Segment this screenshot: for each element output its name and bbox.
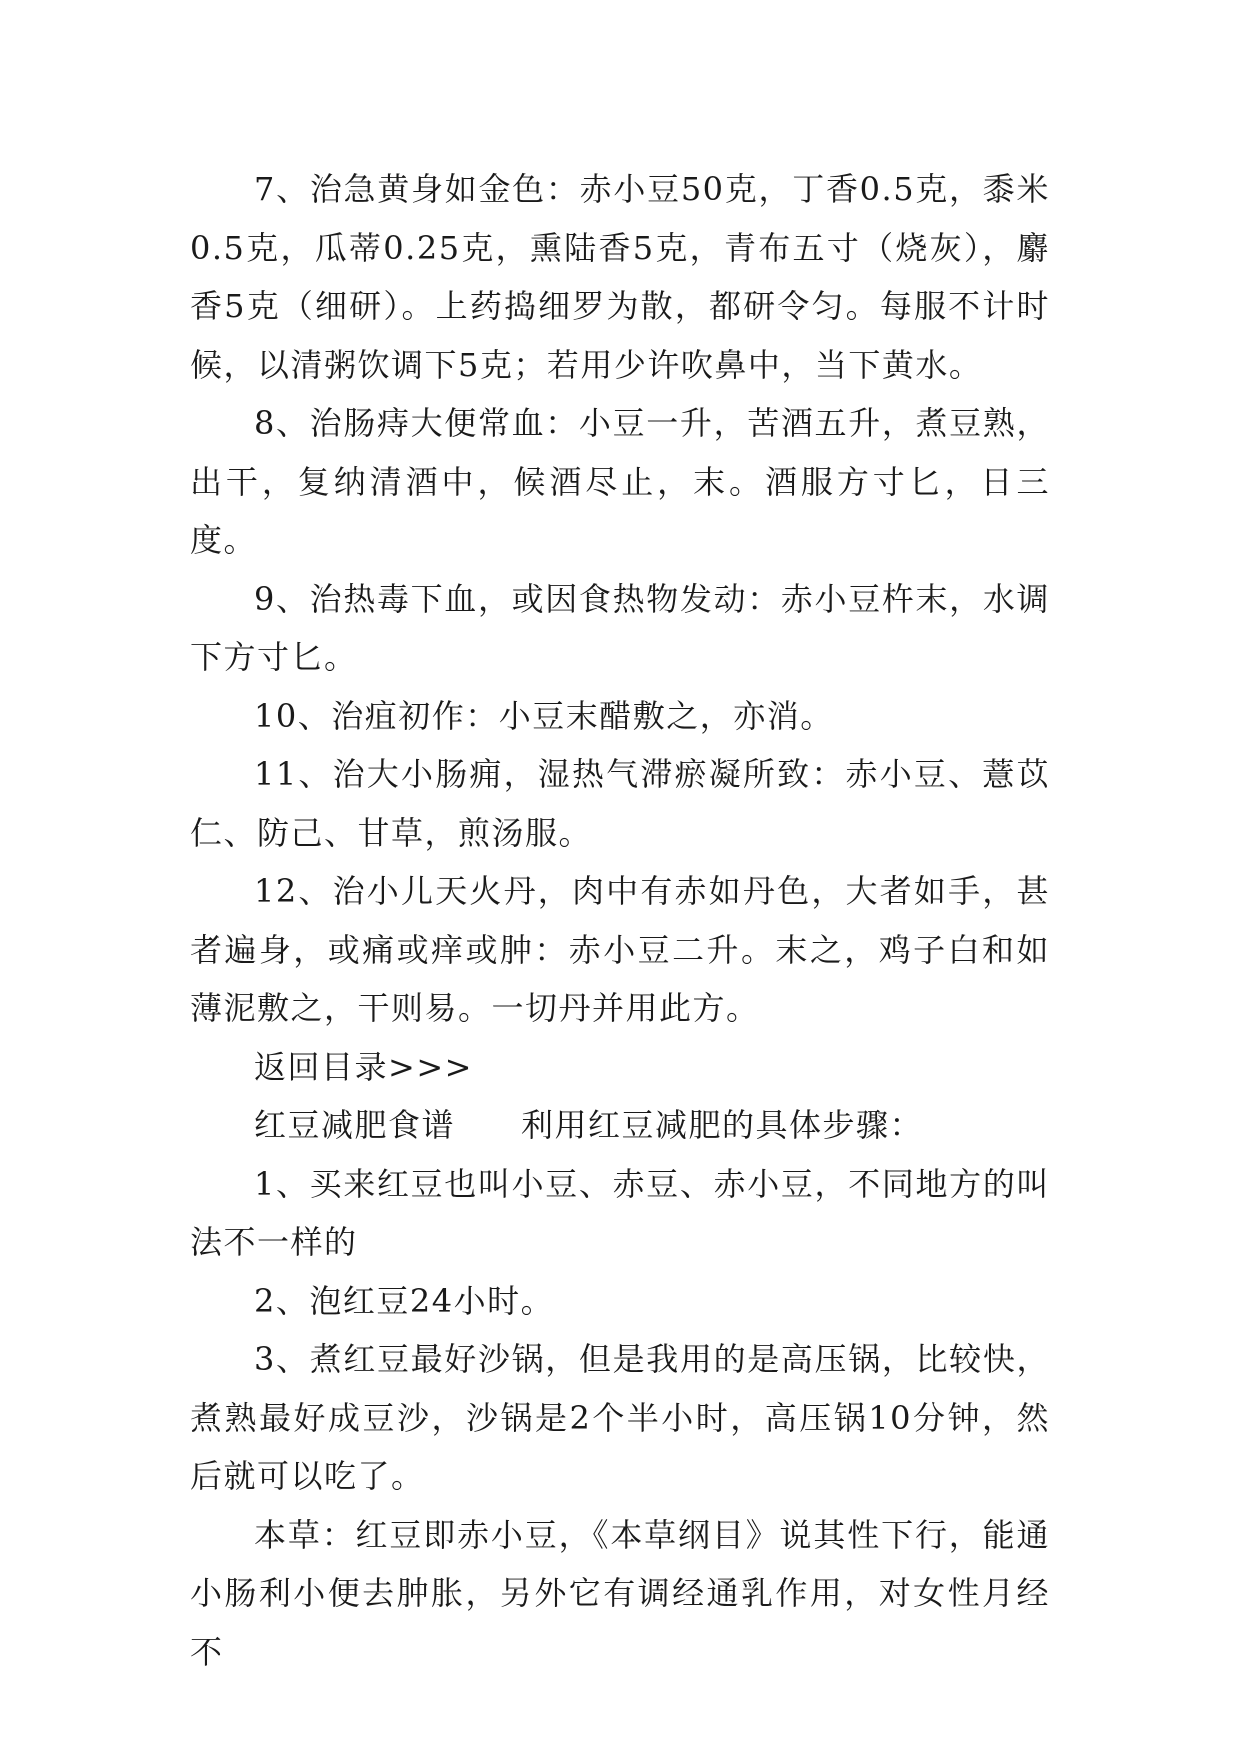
recipe-title: 红豆减肥食谱 bbox=[254, 1106, 456, 1144]
recipe-subtitle: 利用红豆减肥的具体步骤： bbox=[521, 1106, 924, 1144]
paragraph-remedy-11: 11、治大小肠痈，湿热气滞瘀凝所致：赤小豆、薏苡仁、防己、甘草，煎汤服。 bbox=[190, 755, 1050, 852]
paragraph-remedy-8: 8、治肠痔大便常血：小豆一升，苦酒五升，煮豆熟，出干，复纳清酒中，候酒尽止，末。酒服方寸匕，日三度。 bbox=[190, 404, 1050, 559]
paragraph-bencao: 本草：红豆即赤小豆，《本草纲目》说其性下行，能通小肠利小便去肿胀，另外它有调经通乳作用，对女性月经不 bbox=[190, 1515, 1050, 1671]
paragraph-remedy-10: 10、治疽初作：小豆末醋敷之，亦消。 bbox=[254, 696, 834, 735]
paragraph-step-3: 3、煮红豆最好沙锅，但是我用的是高压锅，比较快，煮熟最好成豆沙，沙锅是2个半小时，高压锅10分钟，然后就可以吃了。 bbox=[190, 1340, 1050, 1495]
paragraph-remedy-7: 7、治急黄身如金色：赤小豆50克，丁香0.5克，黍米0.5克，瓜蒂0.25克，熏陆香5克，青布五寸（烧灰），麝香5克（细研）。上药捣细罗为散，都研令匀。每服不计时候，以清粥饮调下5克；若用少许吹鼻中，当下黄水。 bbox=[190, 170, 1050, 384]
recipe-heading-line bbox=[190, 1096, 1050, 1155]
document-body bbox=[190, 160, 1050, 1681]
paragraph-step-2: 2、泡红豆24小时。 bbox=[254, 1281, 555, 1320]
paragraph-remedy-9: 9、治热毒下血，或因食热物发动：赤小豆杵末，水调下方寸匕。 bbox=[190, 579, 1050, 676]
paragraph-remedy-12: 12、治小儿天火丹，肉中有赤如丹色，大者如手，甚者遍身，或痛或痒或肿：赤小豆二升。末之，鸡子白和如薄泥敷之，干则易。一切丹并用此方。 bbox=[190, 872, 1050, 1027]
back-to-contents-link[interactable]: 返回目录>>> bbox=[254, 1047, 473, 1086]
paragraph-step-1: 1、买来红豆也叫小豆、赤豆、赤小豆，不同地方的叫法不一样的 bbox=[190, 1164, 1050, 1261]
